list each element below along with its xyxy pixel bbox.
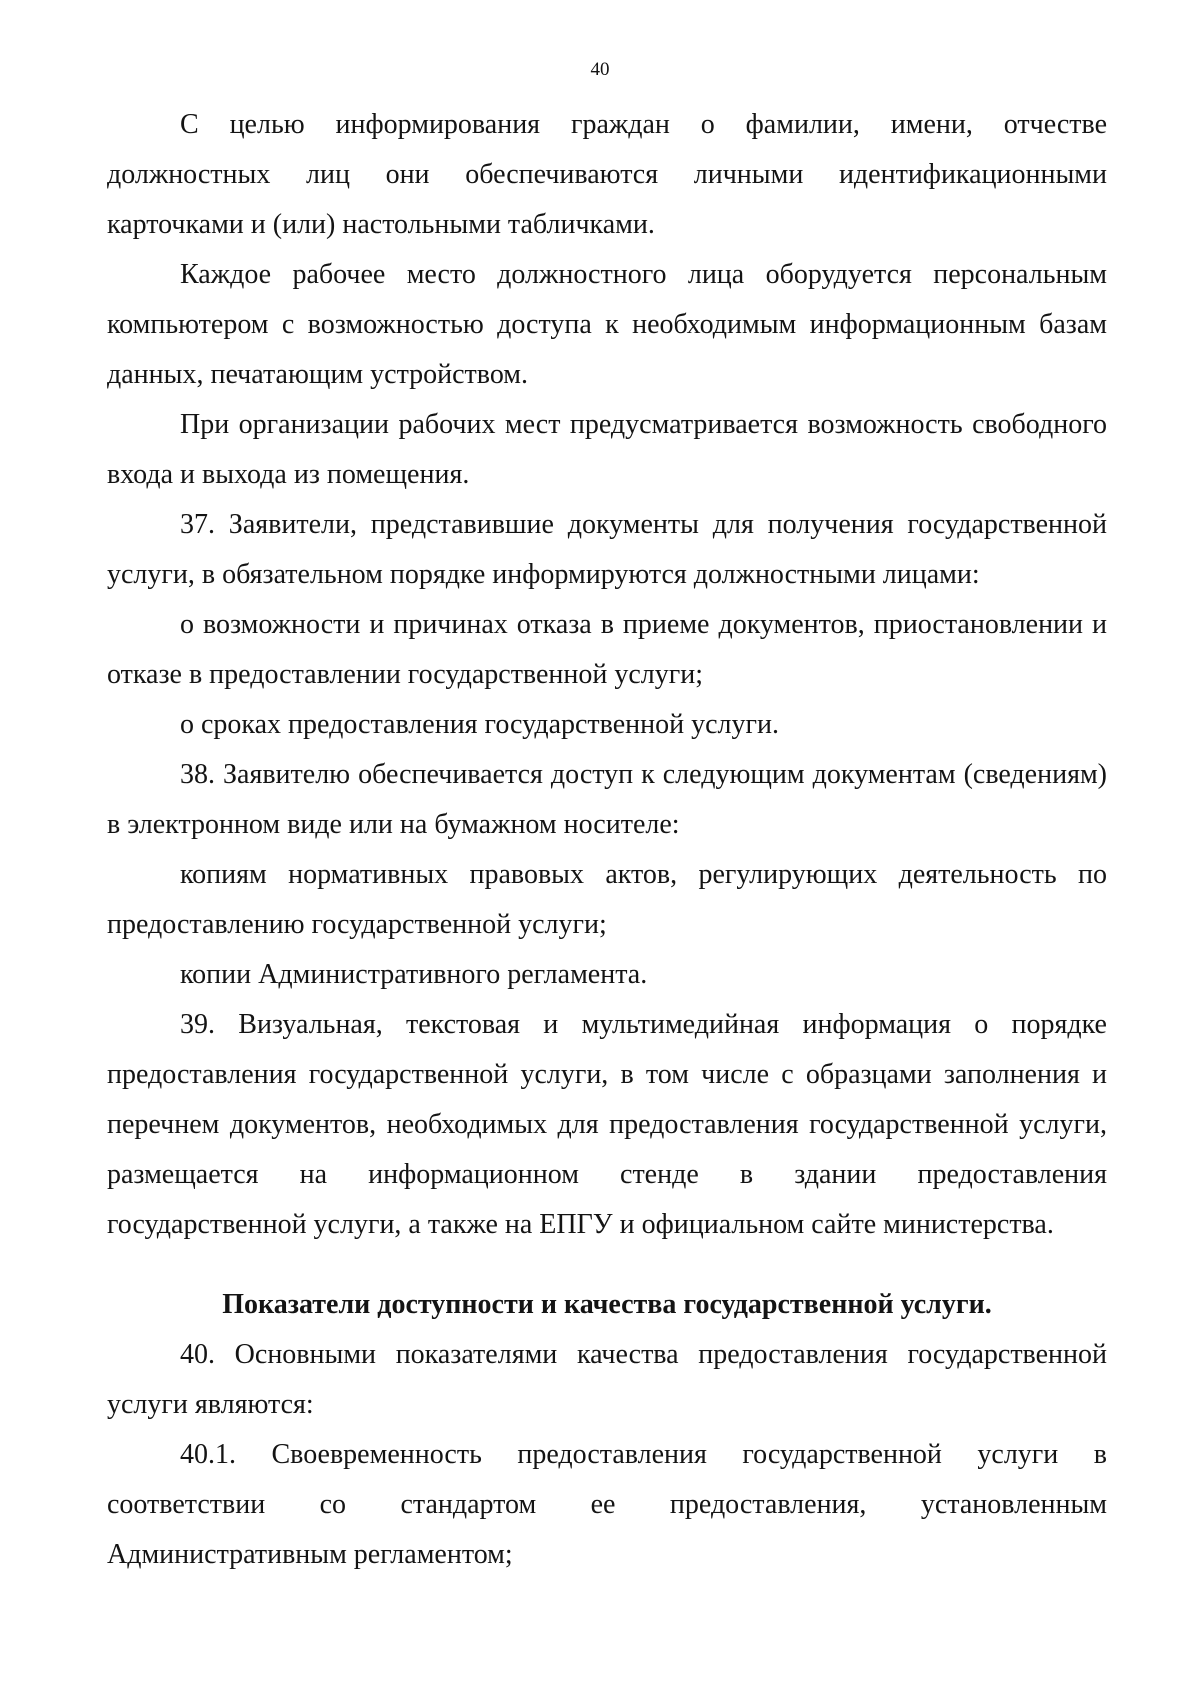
paragraph-item-40: 40. Основными показателями качества предоставления государственной услуги являются: (107, 1339, 1107, 1420)
section-heading: Показатели доступности и качества государственной услуги. (222, 1289, 992, 1320)
document-body (107, 100, 1107, 1580)
paragraph-item-40-1: 40.1. Своевременность предоставления государственной услуги в соответствии со стандартом ее предоставления, установленным Административным регламентом; (107, 1439, 1107, 1570)
paragraph-workplace-equipment: Каждое рабочее место должностного лица оборудуется персональным компьютером с возможностью доступа к необходимым информационным базам данных, печатающим устройством. (107, 259, 1107, 390)
paragraph-item-38-acts: копиям нормативных правовых актов, регулирующих деятельность по предоставлению государственной услуги; (107, 859, 1107, 940)
paragraph-id-cards: С целью информирования граждан о фамилии, имени, отчестве должностных лиц они обеспечиваются личными идентификационными карточками и (или) настольными табличками. (107, 109, 1107, 240)
paragraph-item-38: 38. Заявителю обеспечивается доступ к следующим документам (сведениям) в электронном виде или на бумажном носителе: (107, 759, 1107, 840)
paragraph-item-38-regulation: копии Административного регламента. (180, 959, 648, 990)
paragraph-item-37-refusal: о возможности и причинах отказа в приеме документов, приостановлении и отказе в предоставлении государственной услуги; (107, 609, 1107, 690)
paragraph-workplace-access: При организации рабочих мест предусматривается возможность свободного входа и выхода из помещения. (107, 409, 1107, 490)
paragraph-item-37-terms: о сроках предоставления государственной услуги. (180, 709, 779, 740)
paragraph-item-39: 39. Визуальная, текстовая и мультимедийная информация о порядке предоставления государственной услуги, в том числе с образцами заполнения и перечнем документов, необходимых для предоставления государственной услуги, размещается на информационном стенде в здании предоставления государственной услуги, а также на ЕПГУ и официальном сайте министерства. (107, 1009, 1107, 1240)
page-number: 40 (590, 59, 610, 80)
paragraph-item-37: 37. Заявители, представившие документы для получения государственной услуги, в обязательном порядке информируются должностными лицами: (107, 509, 1107, 590)
